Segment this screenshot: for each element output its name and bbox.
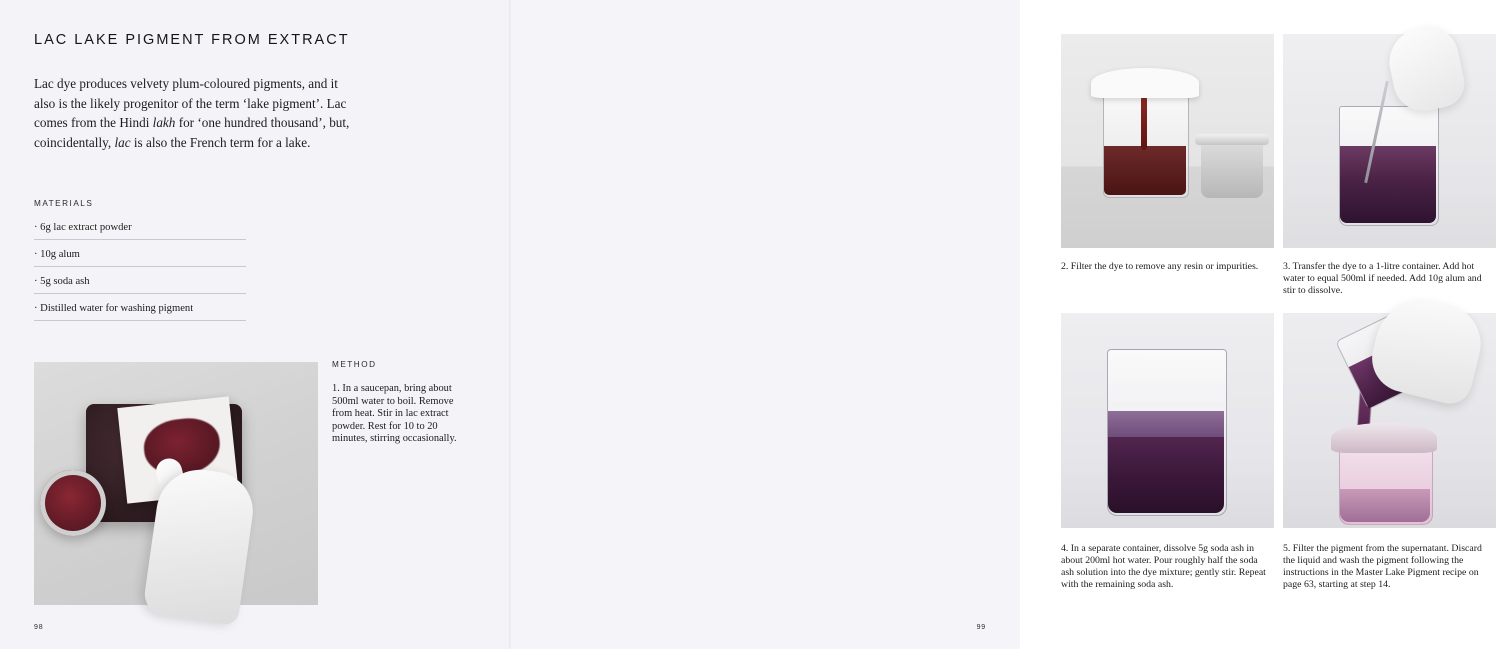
- intro-paragraph: Lac dye produces velvety plum-coloured pigments, and it also is the likely progenitor of the term ‘lake pigment’. Lac comes from the Hindi lakh for ‘one hundred thousand’, but, coincidentally, lac is also the French term for a lake.: [34, 76, 350, 150]
- list-item: · Distilled water for washing pigment: [34, 294, 246, 321]
- page-gutter: [509, 0, 511, 649]
- materials-list: [34, 213, 246, 321]
- photo-filtering-pigment: [1283, 313, 1496, 528]
- photo-stirring-alum: [1283, 34, 1496, 248]
- caption-step-3: 3. Transfer the dye to a 1-litre container. Add hot water to equal 500ml if needed. Add 10g alum and stir to dissolve.: [1283, 261, 1482, 296]
- list-item: · 6g lac extract powder: [34, 213, 246, 240]
- method-heading: METHOD: [332, 360, 377, 369]
- folio-left: 98: [34, 624, 44, 631]
- left-page: [0, 0, 510, 649]
- caption-step-2: 2. Filter the dye to remove any resin or impurities.: [1061, 261, 1259, 272]
- photo-soda-ash-mixture: [1061, 313, 1274, 528]
- caption-step-4: 4. In a separate container, dissolve 5g soda ash in about 200ml hot water. Pour roughly half the soda ash solution into the dye mixture; gently stir. Repeat with the remaining soda ash.: [1061, 543, 1266, 590]
- list-item: · 5g soda ash: [34, 267, 246, 294]
- photo-filtering-dye: [1061, 34, 1274, 248]
- materials-heading: MATERIALS: [34, 199, 94, 208]
- folio-right: 99: [976, 624, 986, 631]
- method-step-1: 1. In a saucepan, bring about 500ml water to boil. Remove from heat. Stir in lac extract powder. Rest for 10 to 20 minutes, stirring occasionally.: [332, 383, 457, 445]
- right-page: [510, 0, 1482, 649]
- list-item: · 10g alum: [34, 240, 246, 267]
- page-title: LAC LAKE PIGMENT FROM EXTRACT: [34, 32, 350, 48]
- caption-step-5: 5. Filter the pigment from the supernatant. Discard the liquid and wash the pigment following the instructions in the Master Lake Pigment recipe on page 63, starting at step 14.: [1283, 543, 1482, 590]
- photo-pigment-powder-tray: [34, 362, 318, 605]
